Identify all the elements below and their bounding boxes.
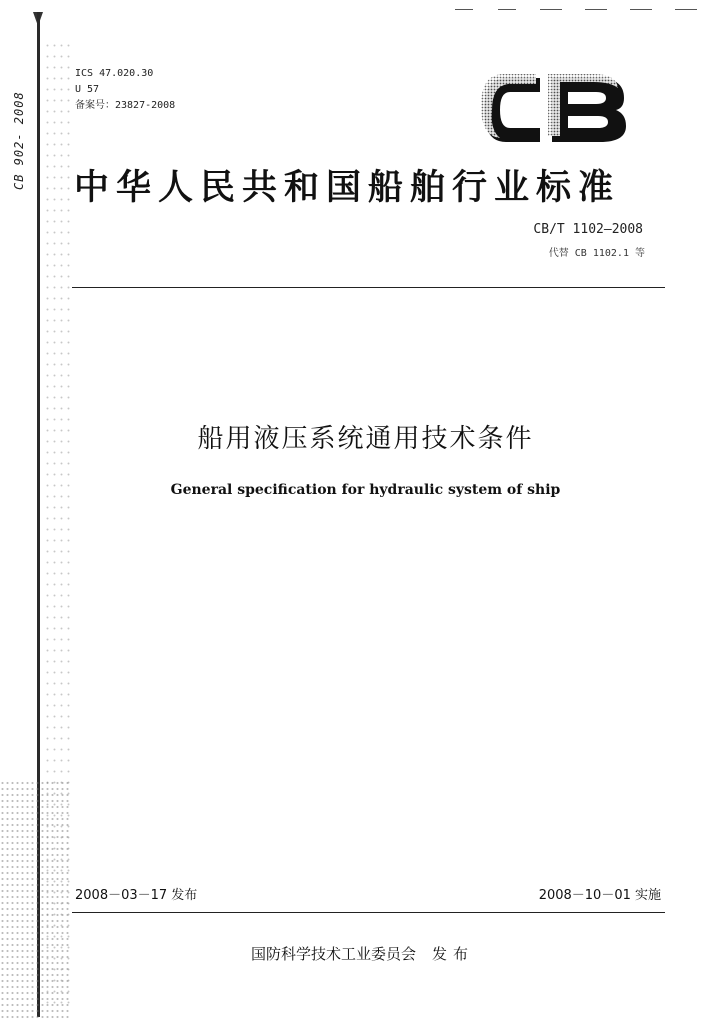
scan-artifact-dash: [455, 9, 473, 10]
classification-code: U 57: [75, 84, 100, 95]
standard-code: CB/T 1102—2008: [533, 222, 643, 237]
header-divider: [72, 287, 665, 288]
scan-artifact-dash: [675, 9, 697, 10]
filing-number: 备案号：23827-2008: [75, 100, 176, 111]
replaces-standard: 代替 CB 1102.1 等: [548, 248, 645, 259]
scan-artifact-dash: [630, 9, 652, 10]
scan-artifact-dash: [540, 9, 562, 10]
ics-code: ICS 47.020.30: [75, 68, 154, 79]
implementation-date: 2008－10－01 实施: [538, 888, 661, 903]
footer-divider: [72, 912, 665, 913]
scan-artifact-dash: [498, 9, 516, 10]
scan-noise: [0, 780, 70, 1020]
publisher-line: [0, 943, 725, 964]
spine-code: CB 902- 2008: [12, 91, 26, 190]
cb-logo: [478, 70, 628, 150]
publisher-suffix: 发布: [432, 945, 475, 963]
metadata-block: [75, 66, 175, 114]
document-title-english-text: General specification for hydraulic system of ship: [170, 482, 561, 498]
standard-category-title: 中华人民共和国船舶行业标准: [74, 168, 621, 208]
issue-date: 2008－03－17 发布: [75, 888, 198, 903]
document-title-chinese-text: 船用液压系统通用技术条件: [197, 424, 534, 454]
publisher-name: 国防科学技术工业委员会: [250, 945, 416, 963]
document-title-chinese: [0, 418, 725, 455]
document-title-english: [0, 482, 725, 498]
scan-artifact-dash: [585, 9, 607, 10]
